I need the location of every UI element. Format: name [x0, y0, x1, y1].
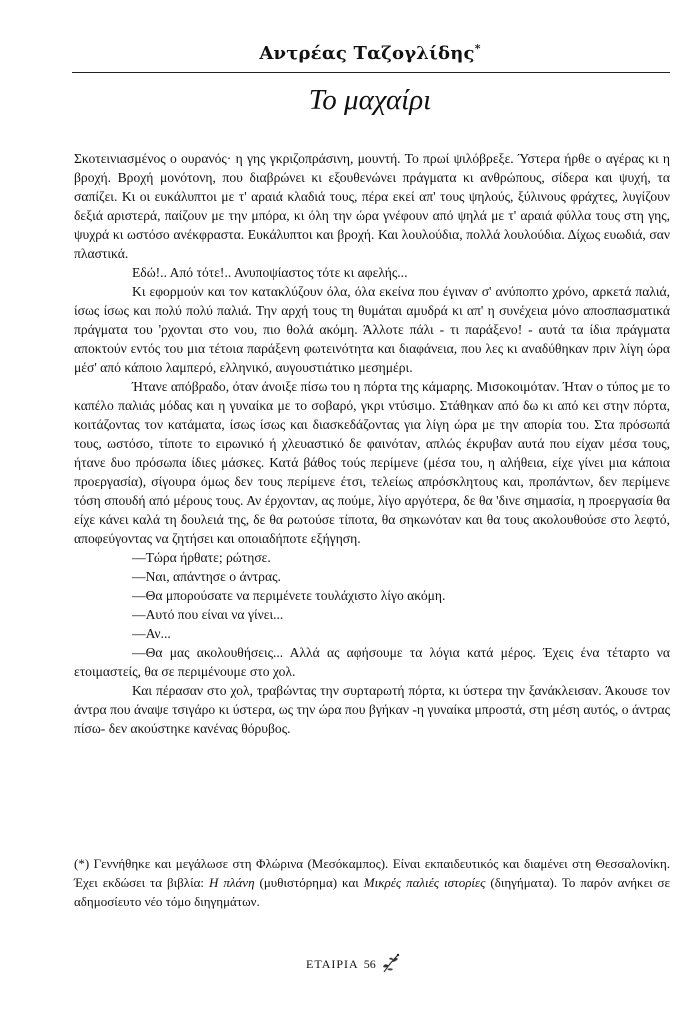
author-heading [70, 42, 670, 64]
footnote-book-title: Μικρές παλιές ιστορίες [363, 875, 486, 890]
footnote-text: (διηγήματα). Το παρόν ανήκει σε αδημοσίευτο νέο τόμο διηγημάτων. [74, 875, 671, 909]
footnote-text: (*) Γεννήθηκε και μεγάλωσε στη Φλώρινα (Μεσόκαμπος). Είναι εκπαιδευτικός και διαμένει στη Θεσσαλονίκη. Έχει εκδώσει τα βιβλία: [74, 856, 670, 890]
header-rule [72, 72, 670, 73]
leaf-ornament-icon [380, 952, 402, 976]
paragraph: Κι εφορμούν και τον κατακλύζουν όλα, όλα εκείνα που έγιναν σ' ανύποπτο χρόνο, αρκετά παλιά, ίσως ίσως και πολύ πολύ παλιά. Την αρχή τους τη θυμάται αμυδρά κι απ' η συνέχεια μόνο αποσπασματικά πράγματα του 'ρχονται στο νου, πιο θολά ακόμη. Άλλοτε πάλι - τι παράξενο! - αυτά τα ίδια πράγματα αποκτούν εντός του μια τέτοια παράξενη φωτεινότητα και διαφάνεια, που λες κι αναδύθηκαν πριν λίγη ώρα μέσ' από κάποιο λαμπερό, ελληνικό, αυγουστιάτικο μεσημέρι. [74, 284, 670, 375]
dialogue-line: —Θα μπορούσατε να περιμένετε τουλάχιστο λίγο ακόμη. [132, 588, 446, 603]
paragraph: Και πέρασαν στο χολ, τραβώντας την συρταρωτή πόρτα, κι ύστερα την ξανάκλεισαν. Άκουσε τον άντρα που άναψε τσιγάρο κι ύστερα, ως την ώρα που βγήκαν -η γυναίκα μπροστά, στη μέση αυτός, ο άντρας πίσω- δεν ακούστηκε κανένας θόρυβος. [74, 683, 670, 736]
dialogue-line: —Αν... [132, 626, 171, 641]
dialogue-line: —Τώρα ήρθατε; ρώτησε. [132, 550, 271, 565]
dialogue-line: —Ναι, απάντησε ο άντρας. [132, 569, 281, 584]
journal-name: ΕΤΑΙΡΙΑ [306, 956, 359, 971]
author-footnote [74, 854, 670, 911]
author-footnote-mark: * [474, 42, 481, 55]
paragraph: Σκοτεινιασμένος ο ουρανός· η γης γκριζοπράσινη, μουντή. Το πρωί ψιλόβρεξε. Ύστερα ήρθε ο αγέρας κι η βροχή. Βροχή μονότονη, που διαβρώνει κι εξουθενώνει πράγματα κι ανθρώπους, σίδερα και ψυχή, τα σαπίζει. Κι οι ευκάλυπτοι με τ' αραιά κλαδιά τους, πέρα εκεί απ' τους ψηλούς, ξύλινους φράχτες, λυγίζουν δεξιά αριστερά, παίζουν με την μπόρα, κι όλη την ώρα γνέφουν από ψηλά με τ' αραιά φύλλα τους στη γης, ψυχρά κι ωστόσο ανέκφραστα. Ευκάλυπτοι και βροχή. Και λουλούδια, πολλά λουλούδια. Δίχως ευωδιά, σαν πλαστικά. [74, 151, 670, 261]
footnote-text: (μυθιστόρημα) και [254, 875, 364, 890]
author-name: Αντρέας Ταζογλίδης [259, 43, 475, 64]
footnote-book-title: Η πλάνη [208, 875, 255, 890]
paragraph: Ήτανε απόβραδο, όταν άνοιξε πίσω του η πόρτα της κάμαρης. Μισοκοιμόταν. Ήταν ο τύπος με το καπέλο παλιάς μόδας και η γυναίκα με το σοβαρό, γκρι ντύσιμο. Στάθηκαν από δω κι από κει στην πόρτα, κοιτάζοντας τον κατάματα, ίσως ίσως και διασκεδάζοντας για λίγη ώρα με την απορία του. Στα πρόσωπά τους, ωστόσο, τίποτε το ειρωνικό ή χλευαστικό δε φαινόταν, απλώς έκρυβαν αυτά που είχαν μέσα τους, ήτανε δυο πρόσωπα ίδιες μάσκες. Κατά βάθος τούς περίμενε (μέσα του, η αλήθεια, είχε γίνει μια κάποια προεργασία), σίγουρα όμως δεν τους περίμενε έτσι, τελείως απρόσκλητους και, προπάντων, δεν περίμενε τόση σπουδή από μέρους τους. Αν έρχονταν, ας πούμε, λίγο αργότερα, δε θα 'δινε σημασία, η προεργασία θα είχε κάνει καλά τη δουλειά της, δε θα ρωτούσε τίποτα, θα σηκωνόταν και θα τους ακολουθούσε στο λεφτό, αποφεύγοντας να ζητήσει και οποιαδήποτε εξήγηση. [74, 379, 670, 546]
story-body [74, 149, 670, 738]
page-footer [306, 951, 436, 977]
story-title: Το μαχαίρι [308, 84, 432, 116]
paragraph: Εδώ!.. Από τότε!.. Ανυποψίαστος τότε κι αφελής... [132, 265, 408, 280]
dialogue-line: —Θα μας ακολουθήσεις... Αλλά ας αφήσουμε τα λόγια κατά μέρος. Έχεις ένα τέταρτο να ετοιμαστείς, θα σε περιμένουμε στο χολ. [74, 645, 670, 679]
page-number: 56 [363, 956, 376, 971]
dialogue-line: —Αυτό που είναι να γίνει... [132, 607, 284, 622]
